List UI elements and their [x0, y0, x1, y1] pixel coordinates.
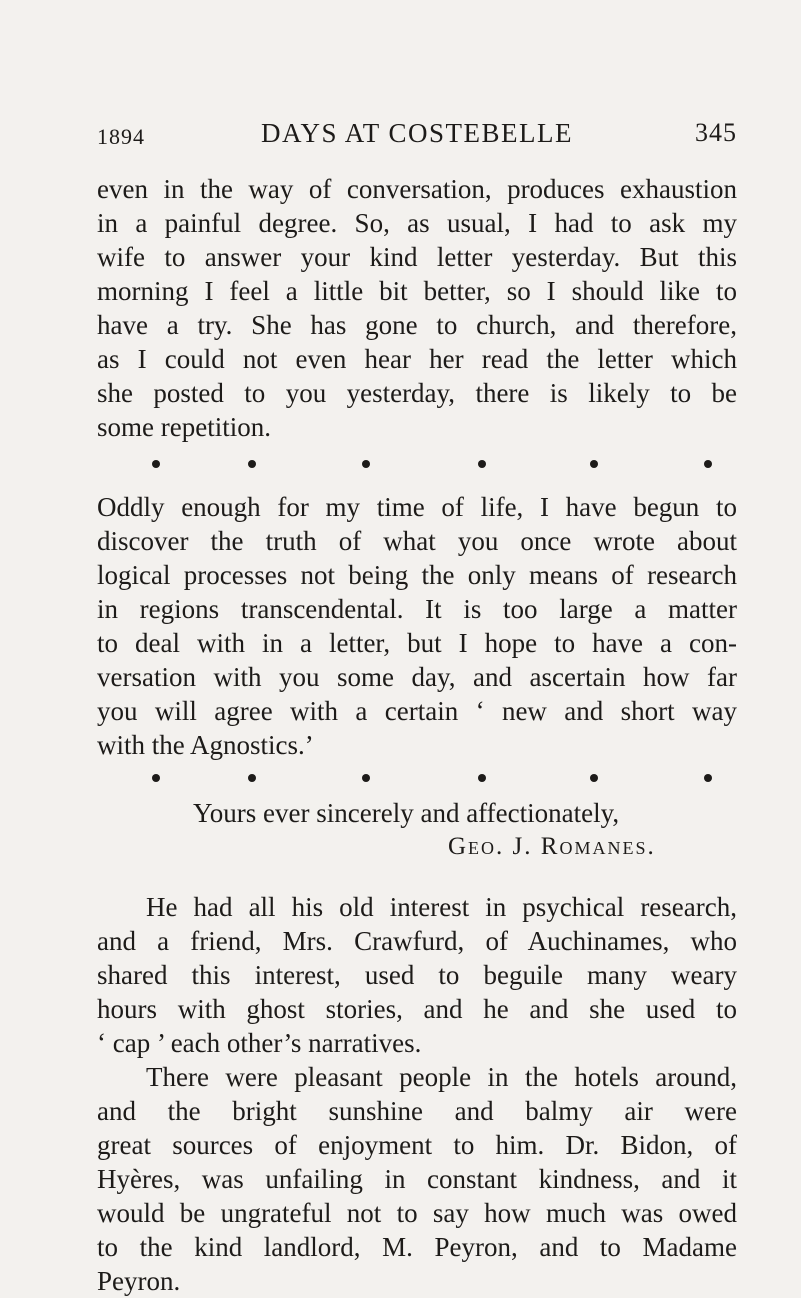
- text-line: you will agree with a certain ‘ new and short way: [97, 696, 737, 726]
- dot: [152, 774, 160, 782]
- text-line: as I could not even hear her read the letter which: [97, 344, 737, 374]
- text-line: to deal with in a letter, but I hope to have a con-: [97, 628, 737, 658]
- text-line: There were pleasant people in the hotels around,: [146, 1062, 737, 1092]
- text-line: some repetition.: [97, 412, 271, 442]
- text-line: Hyères, was unfailing in constant kindness, and it: [97, 1164, 737, 1194]
- ellipsis-dots: [152, 460, 737, 474]
- text-line: hours with ghost stories, and he and she used to: [97, 994, 737, 1024]
- text-line: ‘ cap ’ each other’s narratives.: [97, 1028, 422, 1058]
- text-line: and the bright sunshine and balmy air were: [97, 1096, 737, 1126]
- dot: [478, 774, 486, 782]
- dot: [362, 774, 370, 782]
- text-line: even in the way of conversation, produces exhaustion: [97, 174, 737, 204]
- dot: [478, 460, 486, 468]
- text-line: she posted to you yesterday, there is likely to be: [97, 378, 737, 408]
- dot: [704, 774, 712, 782]
- text-line: Peyron.: [97, 1266, 181, 1296]
- text-line: morning I feel a little bit better, so I should like to: [97, 276, 737, 306]
- dot: [248, 460, 256, 468]
- text-line: in a painful degree. So, as usual, I had to ask my: [97, 208, 737, 238]
- text-line: in regions transcendental. It is too large a matter: [97, 594, 737, 624]
- dot: [590, 460, 598, 468]
- text-line: great sources of enjoyment to him. Dr. Bidon, of: [97, 1130, 737, 1160]
- header-title: DAYS AT COSTEBELLE: [260, 118, 574, 148]
- text-line: would be ungrateful not to say how much was owed: [97, 1198, 737, 1228]
- running-header: [97, 118, 737, 152]
- dot: [704, 460, 712, 468]
- text-line: Oddly enough for my time of life, I have begun to: [97, 492, 737, 522]
- text-line: discover the truth of what you once wrote about: [97, 526, 737, 556]
- ellipsis-dots: [152, 774, 737, 788]
- text-line: logical processes not being the only means of research: [97, 560, 737, 590]
- letter-signature: Geo. J. Romanes.: [448, 833, 656, 860]
- dot: [590, 774, 598, 782]
- text-line: to the kind landlord, M. Peyron, and to Madame: [97, 1232, 737, 1262]
- text-line: with the Agnostics.’: [97, 730, 314, 760]
- dot: [248, 774, 256, 782]
- text-line: shared this interest, used to beguile many weary: [97, 960, 737, 990]
- page-number: 345: [695, 118, 737, 147]
- dot: [362, 460, 370, 468]
- dot: [152, 460, 160, 468]
- text-line: and a friend, Mrs. Crawfurd, of Auchinames, who: [97, 926, 737, 956]
- header-year: 1894: [97, 124, 145, 149]
- text-line: have a try. She has gone to church, and therefore,: [97, 310, 737, 340]
- text-line: wife to answer your kind letter yesterday. But this: [97, 242, 737, 272]
- text-line: He had all his old interest in psychical research,: [146, 892, 737, 922]
- letter-closing: Yours ever sincerely and affectionately,: [193, 798, 620, 828]
- text-line: versation with you some day, and ascertain how far: [97, 662, 737, 692]
